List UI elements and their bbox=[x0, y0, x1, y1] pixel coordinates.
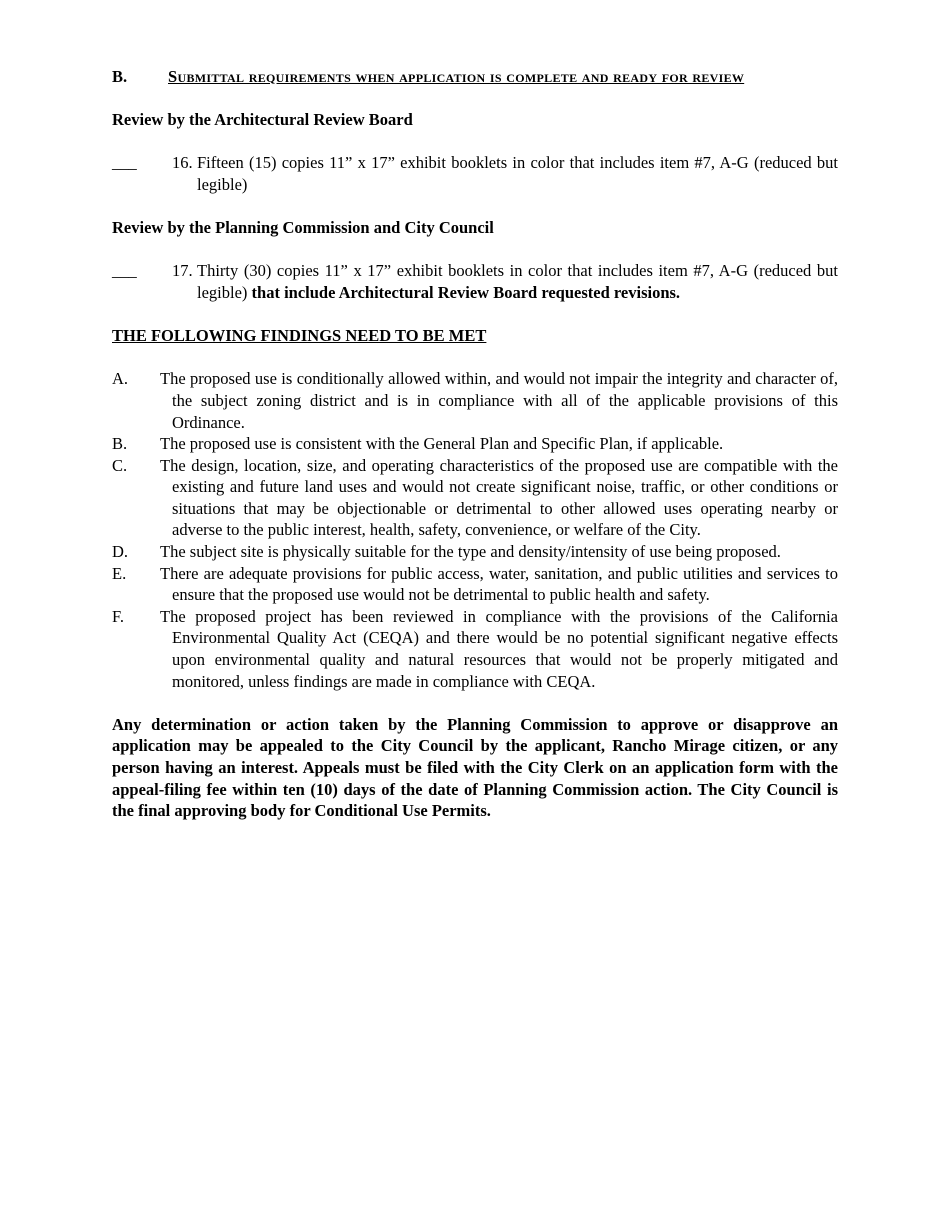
checkbox-blank-line: ___ bbox=[112, 261, 137, 281]
item-text-bold: that include Architectural Review Board requested revisions. bbox=[251, 282, 681, 302]
section-b-header bbox=[112, 66, 838, 88]
finding-text: The proposed use is consistent with the General Plan and Specific Plan, if applicable. bbox=[160, 434, 724, 454]
finding-text: The design, location, size, and operating characteristics of the proposed use are compatible with the existing and future land uses and would not create significant noise, traffic, or other conditions or situations that may be objectionable or detrimental to other allowed uses operating nearby or adverse to the public interest, health, safety, convenience, or welfare of the City. bbox=[160, 455, 838, 540]
finding-text: There are adequate provisions for public access, water, sanitation, and public utilities and services to ensure that the proposed use would not be detrimental to public health and safety. bbox=[160, 563, 838, 605]
item-number: 16. bbox=[172, 153, 193, 173]
closing-paragraph: Any determination or action taken by the Planning Commission to approve or disapprove an application may be appealed to the City Council by the applicant, Rancho Mirage citizen, or any person having an interest. Appeals must be filed with the City Clerk on an application form with the appeal-filing fee within ten (10) days of the date of Planning Commission action. The City Council is the final approving body for Conditional Use Permits. bbox=[112, 714, 838, 821]
findings-heading: THE FOLLOWING FINDINGS NEED TO BE MET bbox=[112, 326, 487, 346]
section-label: B. bbox=[112, 67, 128, 86]
finding-label: C. bbox=[112, 455, 128, 475]
finding-e bbox=[112, 563, 838, 606]
finding-f bbox=[112, 606, 838, 692]
finding-c bbox=[112, 455, 838, 541]
heading-architectural-review-board: Review by the Architectural Review Board bbox=[112, 110, 413, 130]
finding-text: The proposed use is conditionally allowed within, and would not impair the integrity and character of, the subject zoning district and is in compliance with all of the applicable provisions of this Ordinance. bbox=[160, 369, 838, 432]
finding-label: F. bbox=[112, 606, 124, 626]
heading-planning-commission-city-council: Review by the Planning Commission and City Council bbox=[112, 218, 494, 238]
checklist-item-16 bbox=[112, 152, 838, 195]
finding-text: The subject site is physically suitable for the type and density/intensity of use being proposed. bbox=[160, 542, 781, 562]
finding-label: E. bbox=[112, 563, 127, 583]
section-title: Submittal requirements when application is complete and ready for review bbox=[168, 67, 745, 86]
finding-text: The proposed project has been reviewed in compliance with the provisions of the California Environmental Quality Act (CEQA) and there would be no potential significant negative effects upon environmental quality and natural resources that would not be properly mitigated and monitored, unless findings are made in compliance with CEQA. bbox=[160, 606, 838, 691]
finding-b bbox=[112, 433, 838, 455]
finding-a bbox=[112, 368, 838, 433]
finding-d bbox=[112, 541, 838, 563]
checkbox-blank-line: ___ bbox=[112, 153, 137, 173]
finding-label: B. bbox=[112, 434, 128, 454]
item-text bbox=[197, 260, 838, 303]
checklist-item-17 bbox=[112, 260, 838, 303]
finding-label: D. bbox=[112, 542, 129, 562]
findings-list bbox=[112, 368, 838, 692]
finding-label: A. bbox=[112, 369, 129, 389]
item-text-normal: Thirty (30) copies 11” x 17” exhibit booklets in color that includes item #7, A-G (reduced but legible) bbox=[197, 261, 838, 302]
item-number: 17. bbox=[172, 261, 193, 281]
item-text: Fifteen (15) copies 11” x 17” exhibit booklets in color that includes item #7, A-G (reduced but legible) bbox=[197, 153, 838, 194]
